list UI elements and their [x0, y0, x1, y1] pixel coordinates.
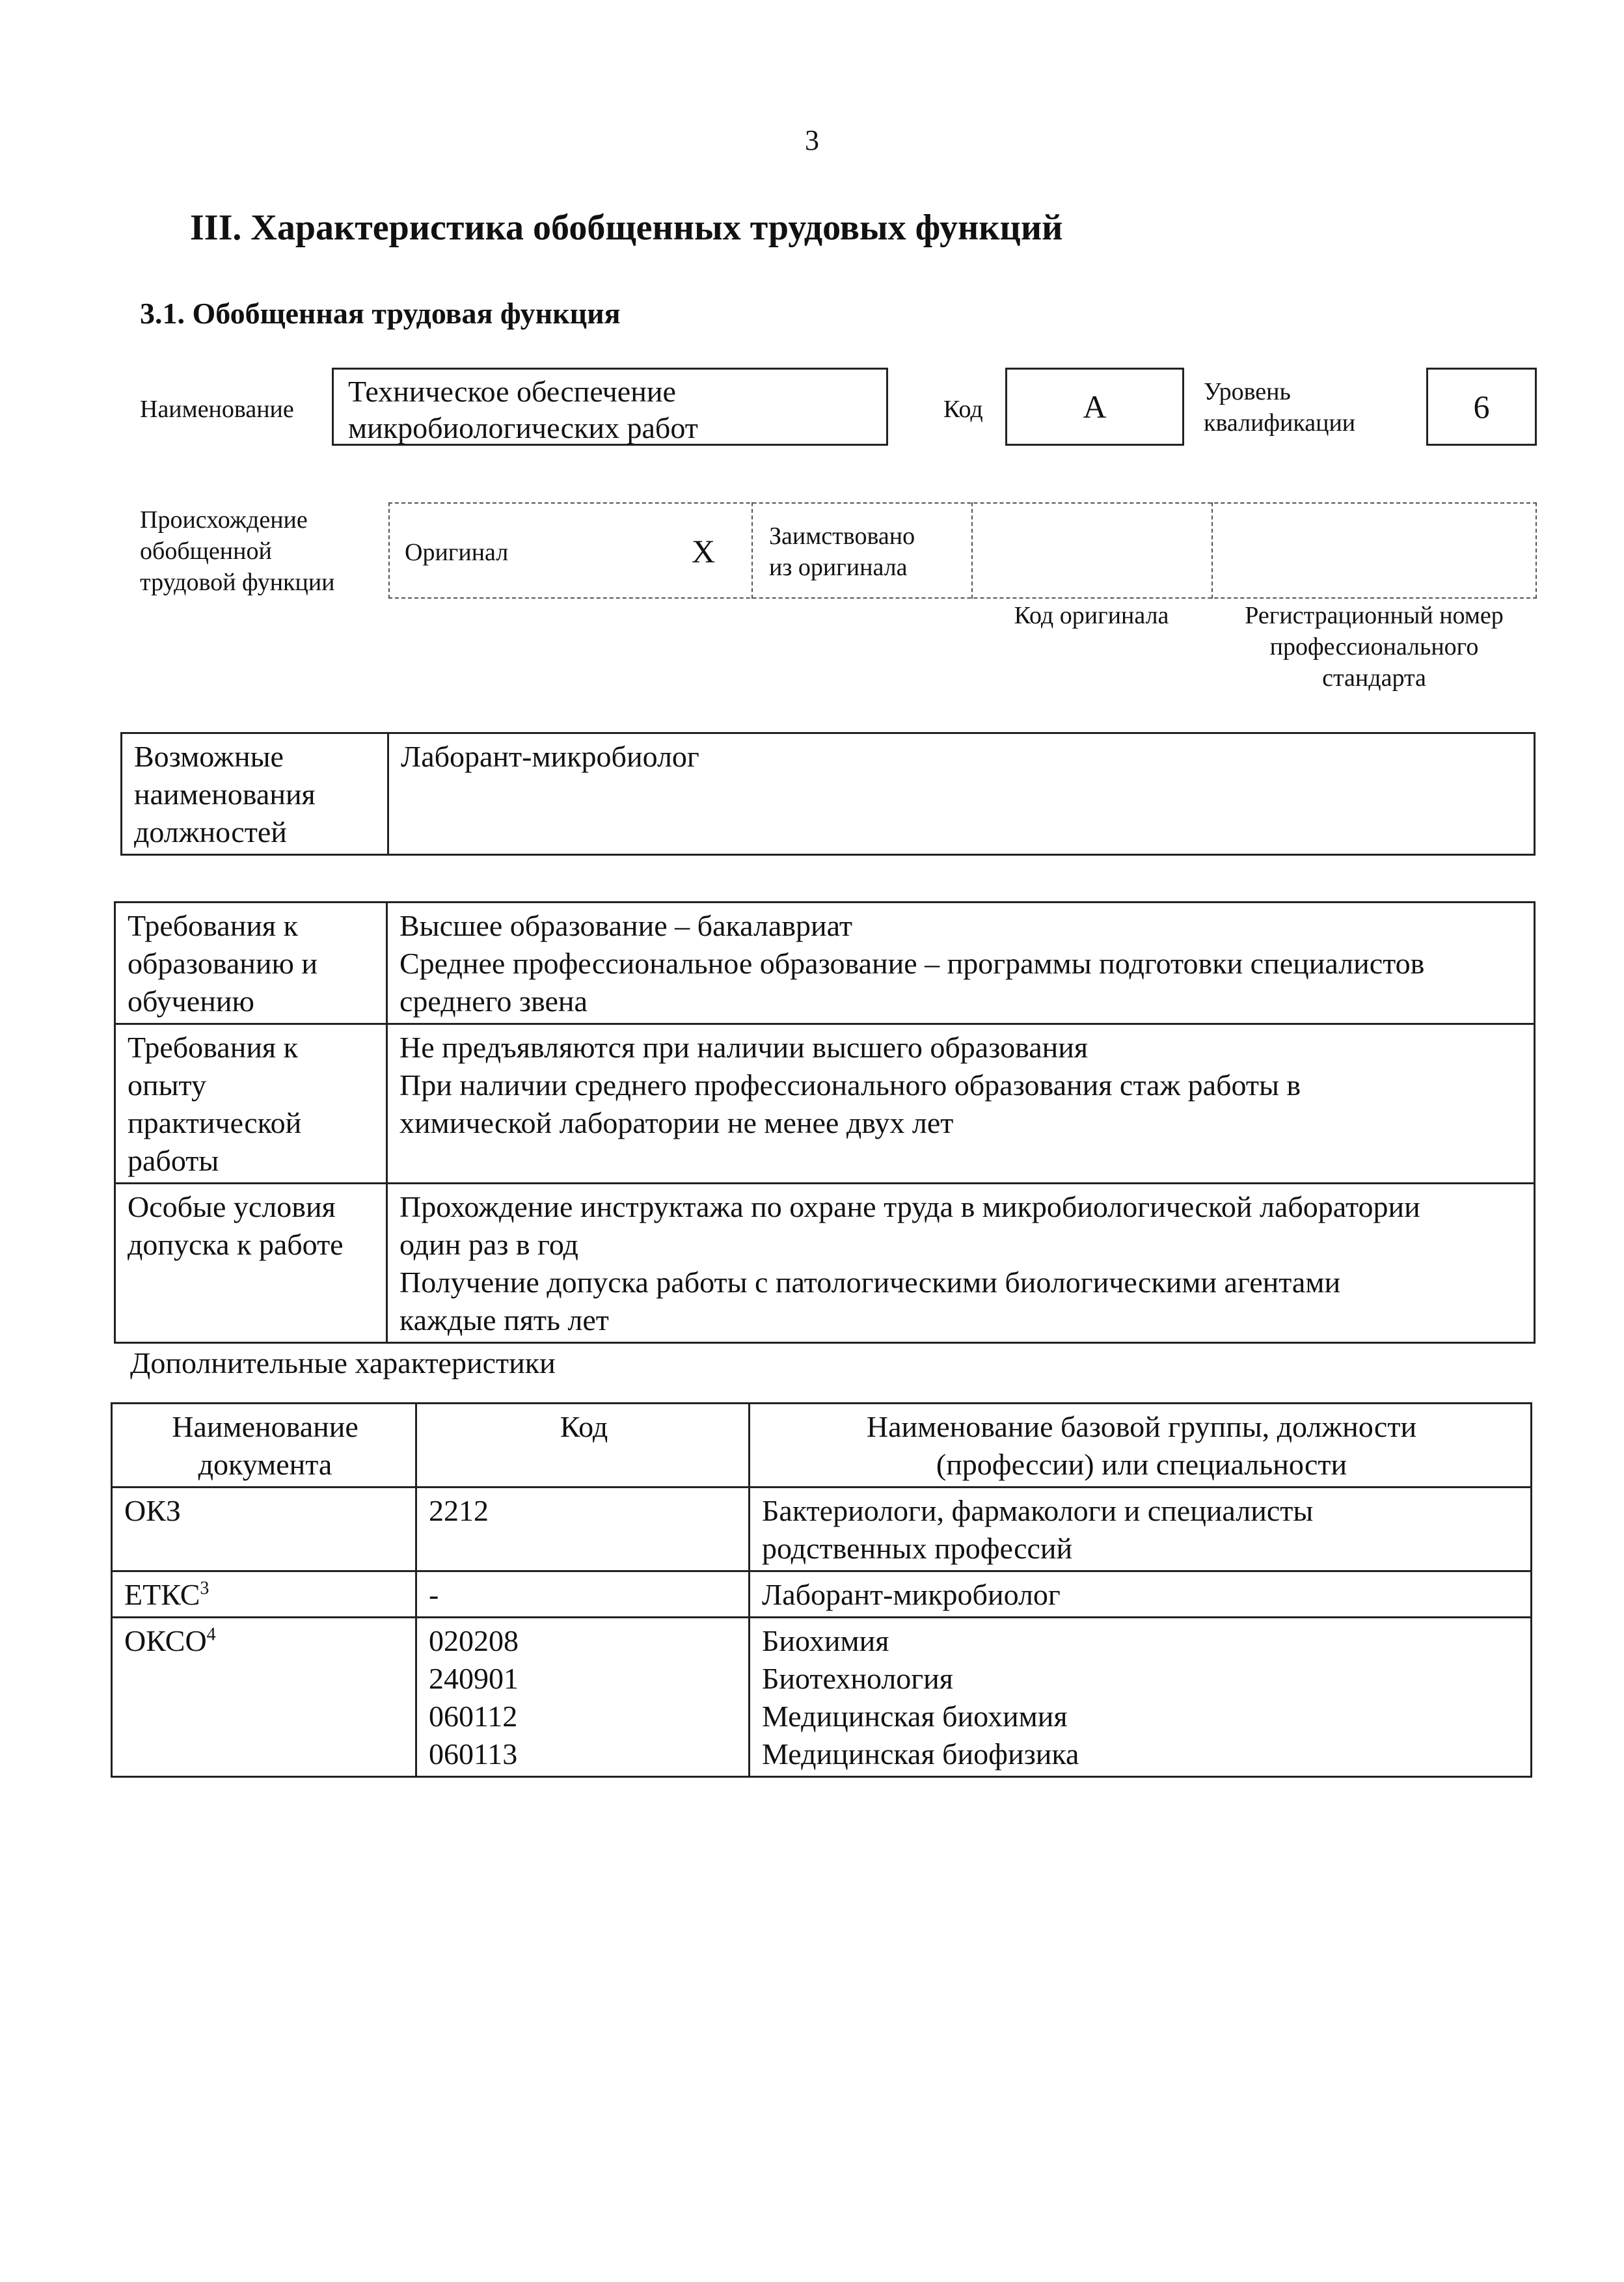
- doc-cell: ОКЗ: [112, 1487, 416, 1571]
- code-original-caption: Код оригинала: [1014, 602, 1169, 629]
- name-value-line: Техническое обеспечение: [348, 375, 676, 408]
- origin-divider: [971, 502, 974, 599]
- requirement-value-cell: Не предъявляются при наличии высшего образования При наличии среднего профессионального образования стаж работы в химической лаборатории не менее двух лет: [387, 1024, 1535, 1184]
- footnote-ref: 3: [200, 1578, 210, 1599]
- requirement-label-cell: Особые условия допуска к работе: [115, 1184, 387, 1343]
- level-label: Уровень квалификации: [1204, 378, 1356, 437]
- requirement-label-cell: Требования к образованию и обучению: [115, 903, 387, 1024]
- table-row: [112, 1571, 1532, 1618]
- code-value: А: [1083, 388, 1107, 425]
- positions-table: [120, 732, 1536, 856]
- name-label: Наименование: [140, 396, 294, 423]
- table-header-row: [112, 1404, 1532, 1487]
- table-row: [115, 903, 1535, 1024]
- requirement-value-cell: Прохождение инструктажа по охране труда в микробиологической лаборатории один раз в год Получение допуска работы с патологическими биологическими агентами каждые пять лет: [387, 1184, 1535, 1343]
- origin-label: Происхождение обобщенной трудовой функции: [140, 506, 335, 596]
- code-cell: -: [416, 1571, 750, 1618]
- table-row: [115, 1024, 1535, 1184]
- code-cell: 020208 240901 060112 060113: [416, 1618, 750, 1777]
- additional-table: [111, 1402, 1532, 1778]
- origin-divider: [1211, 502, 1214, 599]
- requirement-label-cell: Требования к опыту практической работы: [115, 1024, 387, 1184]
- group-cell: Лаборант-микробиолог: [750, 1571, 1532, 1618]
- positions-value-cell: Лаборант-микробиолог: [388, 733, 1535, 855]
- origin-box: [388, 502, 1537, 599]
- table-row: [122, 733, 1535, 855]
- borrowed-label: Заимствовано из оригинала: [769, 523, 915, 581]
- subsection-title: 3.1. Обобщенная трудовая функция: [140, 297, 621, 330]
- table-row: [112, 1487, 1532, 1571]
- doc-cell: ЕТКС$^3$: [112, 1571, 416, 1618]
- footnote-ref: 4: [206, 1624, 216, 1645]
- group-cell: Биохимия Биотехнология Медицинская биохимия Медицинская биофизика: [750, 1618, 1532, 1777]
- level-value: 6: [1473, 388, 1490, 425]
- group-cell: Бактериологи, фармакологи и специалисты родственных профессий: [750, 1487, 1532, 1571]
- section-title: III. Характеристика обобщенных трудовых функций: [190, 208, 1063, 248]
- table-row: [112, 1618, 1532, 1777]
- table-row: [115, 1184, 1535, 1343]
- header-code-cell: Код: [416, 1404, 750, 1487]
- doc-cell: ОКСО$^4$: [112, 1618, 416, 1777]
- header-doc-cell: Наименование документа: [112, 1404, 416, 1487]
- reg-number-caption: Регистрационный номер профессионального стандарта: [1245, 602, 1504, 692]
- requirement-value-cell: Высшее образование – бакалавриат Среднее профессиональное образование – программы подготовки специалистов среднего звена: [387, 903, 1535, 1024]
- requirements-table: [114, 901, 1536, 1344]
- original-label: Оригинал: [405, 539, 509, 566]
- code-value-box: [1005, 368, 1184, 446]
- additional-title: Дополнительные характеристики: [130, 1346, 556, 1379]
- header-group-cell: Наименование базовой группы, должности (профессии) или специальности: [750, 1404, 1532, 1487]
- positions-label-cell: Возможные наименования должностей: [122, 733, 388, 855]
- code-label: Код: [943, 396, 983, 423]
- page-number: 3: [805, 124, 819, 156]
- level-value-box: [1426, 368, 1537, 446]
- code-cell: 2212: [416, 1487, 750, 1571]
- name-value-line: микробиологических работ: [348, 411, 698, 444]
- name-value-box: [332, 368, 888, 446]
- origin-divider: [751, 502, 754, 599]
- original-mark: X: [692, 533, 716, 569]
